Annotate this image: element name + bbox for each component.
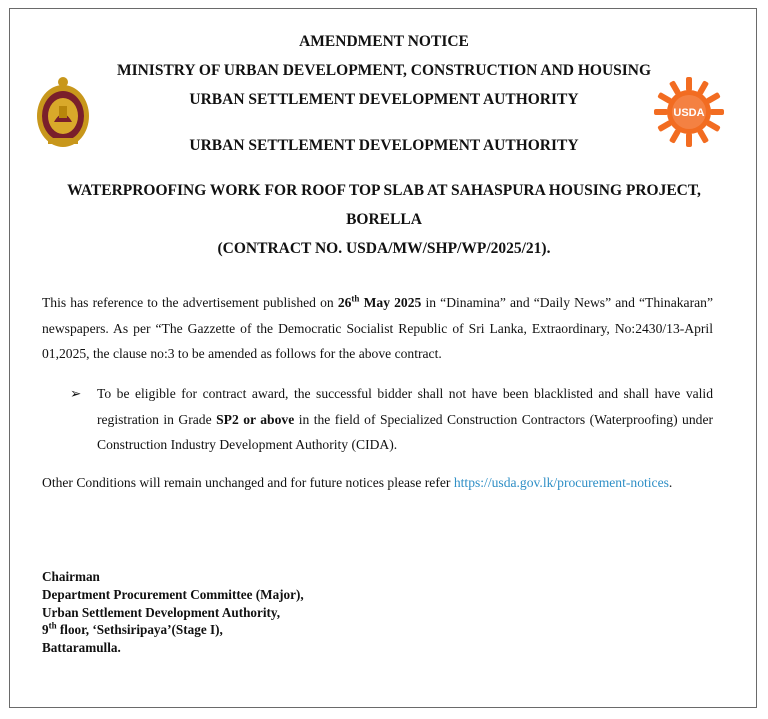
signature-block — [42, 568, 304, 657]
reference-text-b: in “Dinamina” and “Daily News” and “Thinakaran” newspapers. As per “The Gazzette of the Democratic Socialist Republic of Sri Lanka, Extraordinary, No:2430/13-April 01,2025, the clause no:3 to be amended as follows for the above contract. — [42, 295, 713, 361]
other-conditions-paragraph: Other Conditions will remain unchanged and for future notices please refer https://usda.gov.lk/procurement-notices. — [42, 475, 673, 490]
address-city: Battaramulla. — [42, 640, 121, 656]
usda-logo-text: USDA — [673, 107, 705, 119]
committee-name: Department Procurement Committee (Major), — [42, 586, 304, 602]
authority-name-repeat: URBAN SETTLEMENT DEVELOPMENT AUTHORITY — [189, 137, 579, 154]
contract-number: (CONTRACT NO. USDA/MW/SHP/WP/2025/21). — [217, 240, 551, 257]
reference-text-a: This has reference to the advertisement published on — [42, 295, 338, 310]
project-title-line-1: WATERPROOFING WORK FOR ROOF TOP SLAB AT SAHASPURA HOUSING PROJECT, — [67, 182, 701, 199]
authority-name-signature: Urban Settlement Development Authority, — [42, 604, 281, 620]
publication-date: 26th May 2025 — [337, 293, 422, 310]
reference-paragraph — [42, 290, 713, 367]
authority-name: URBAN SETTLEMENT DEVELOPMENT AUTHORITY — [189, 91, 579, 108]
project-title-line-2: BORELLA — [346, 211, 422, 228]
ministry-name: MINISTRY OF URBAN DEVELOPMENT, CONSTRUCTION AND HOUSING — [116, 62, 652, 79]
procurement-notices-link[interactable]: https://usda.gov.lk/procurement-notices — [453, 475, 669, 490]
signatory-title: Chairman — [42, 569, 100, 584]
arrow-bullet-icon: ➢ — [70, 386, 82, 401]
amended-clause-text: To be eligible for contract award, the successful bidder shall not have been blacklisted and shall have valid registration in Grade SP2 or above in the field of Specialized Construction Contractors (Waterproofing) under Construction Industry Development Authority (CIDA). — [97, 386, 714, 452]
notice-heading: AMENDMENT NOTICE — [299, 33, 469, 50]
address-floor: 9th floor, ‘Sethsiripaya’(Stage I), — [42, 621, 223, 638]
grade-requirement: SP2 or above — [216, 411, 295, 427]
